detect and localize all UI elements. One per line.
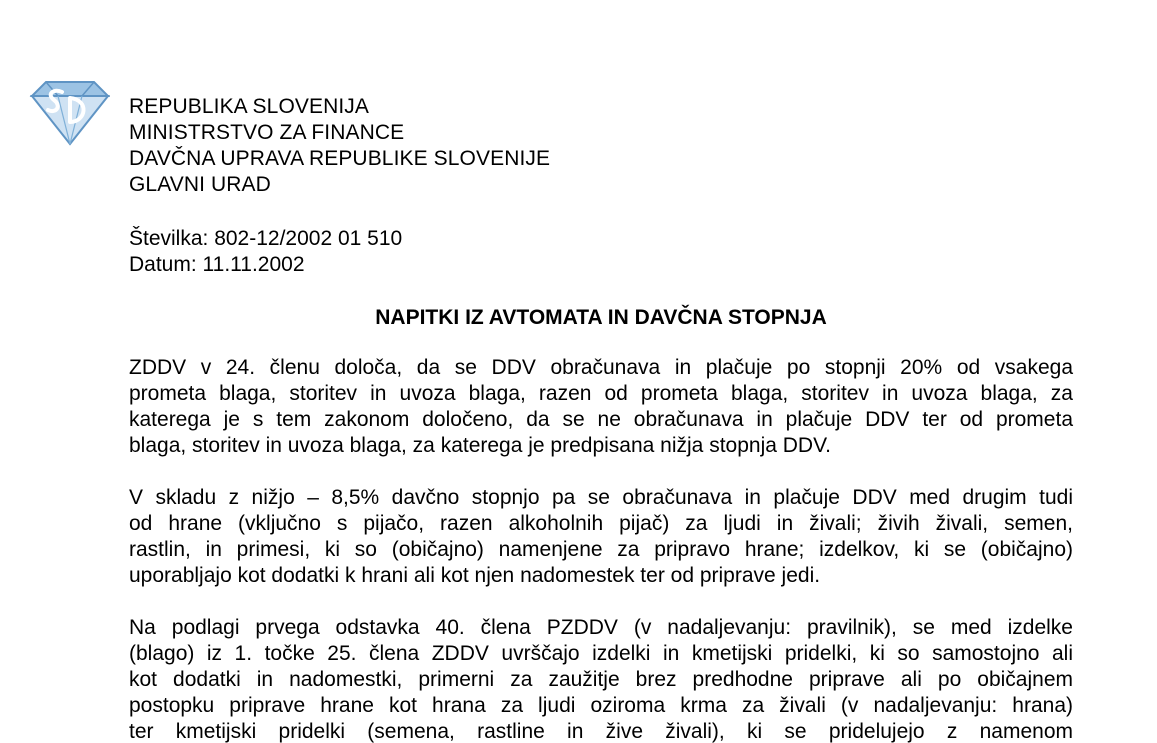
paragraph-line: uporabljajo kot dodatki k hrani ali kot njen nadomestek ter od priprave jedi. <box>129 564 821 587</box>
paragraph-2 <box>129 485 1073 589</box>
header-line-main-office: GLAVNI URAD <box>129 173 271 196</box>
diamond-logo-icon <box>28 78 110 148</box>
paragraph-line: ter kmetijski pridelki (semena, rastline in žive živali), ki se pridelujejo z namenom <box>129 720 1073 743</box>
paragraph-line: ZDDV v 24. členu določa, da se DDV obračunava in plačuje po stopnji 20% od vsakega <box>129 356 1073 379</box>
header-line-republic: REPUBLIKA SLOVENIJA <box>129 95 369 118</box>
paragraph-line: postopku priprave hrane kot hrana za ljudi oziroma krma za živali (v nadaljevanju: hrana) <box>129 694 1073 717</box>
document-title: NAPITKI IZ AVTOMATA IN DAVČNA STOPNJA <box>375 306 827 329</box>
header-line-tax-administration: DAVČNA UPRAVA REPUBLIKE SLOVENIJE <box>129 147 551 170</box>
document-date: Datum: 11.11.2002 <box>129 253 305 276</box>
paragraph-line: blaga, storitev in uvoza blaga, za katerega je predpisana nižja stopnja DDV. <box>129 434 831 457</box>
header-line-ministry: MINISTRSTVO ZA FINANCE <box>129 121 405 144</box>
paragraph-line: Na podlagi prvega odstavka 40. člena PZDDV (v nadaljevanju: pravilnik), se med izdelke <box>129 616 1073 639</box>
document-meta <box>129 226 402 278</box>
institution-header <box>129 94 550 198</box>
paragraph-line: (blago) iz 1. točke 25. člena ZDDV uvrščajo izdelki in kmetijski pridelki, ki so samostojno ali <box>129 642 1073 665</box>
paragraph-line: kot dodatki in nadomestki, primerni za zaužitje brez predhodne priprave ali po običajnem <box>129 668 1073 691</box>
paragraph-line: prometa blaga, storitev in uvoza blaga, razen od prometa blaga, storitev in uvoza blaga, za <box>129 382 1073 405</box>
paragraph-line: V skladu z nižjo – 8,5% davčno stopnjo pa se obračunava in plačuje DDV med drugim tudi <box>129 486 1073 509</box>
paragraph-line: od hrane (vključno s pijačo, razen alkoholnih pijač) za ljudi in živali; živih živali, semen, <box>129 512 1073 535</box>
paragraph-3 <box>129 615 1073 743</box>
paragraph-1 <box>129 355 1073 459</box>
paragraph-line: katerega je s tem zakonom določeno, da se ne obračunava in plačuje DDV ter od prometa <box>129 408 1073 431</box>
document-number: Številka: 802-12/2002 01 510 <box>129 227 403 250</box>
logo-diamond-top <box>32 82 108 96</box>
document-body <box>129 355 1073 743</box>
paragraph-line: rastlin, in primesi, ki so (običajno) namenjene za pripravo hrane; izdelkov, ki se (običajno) <box>129 538 1073 561</box>
